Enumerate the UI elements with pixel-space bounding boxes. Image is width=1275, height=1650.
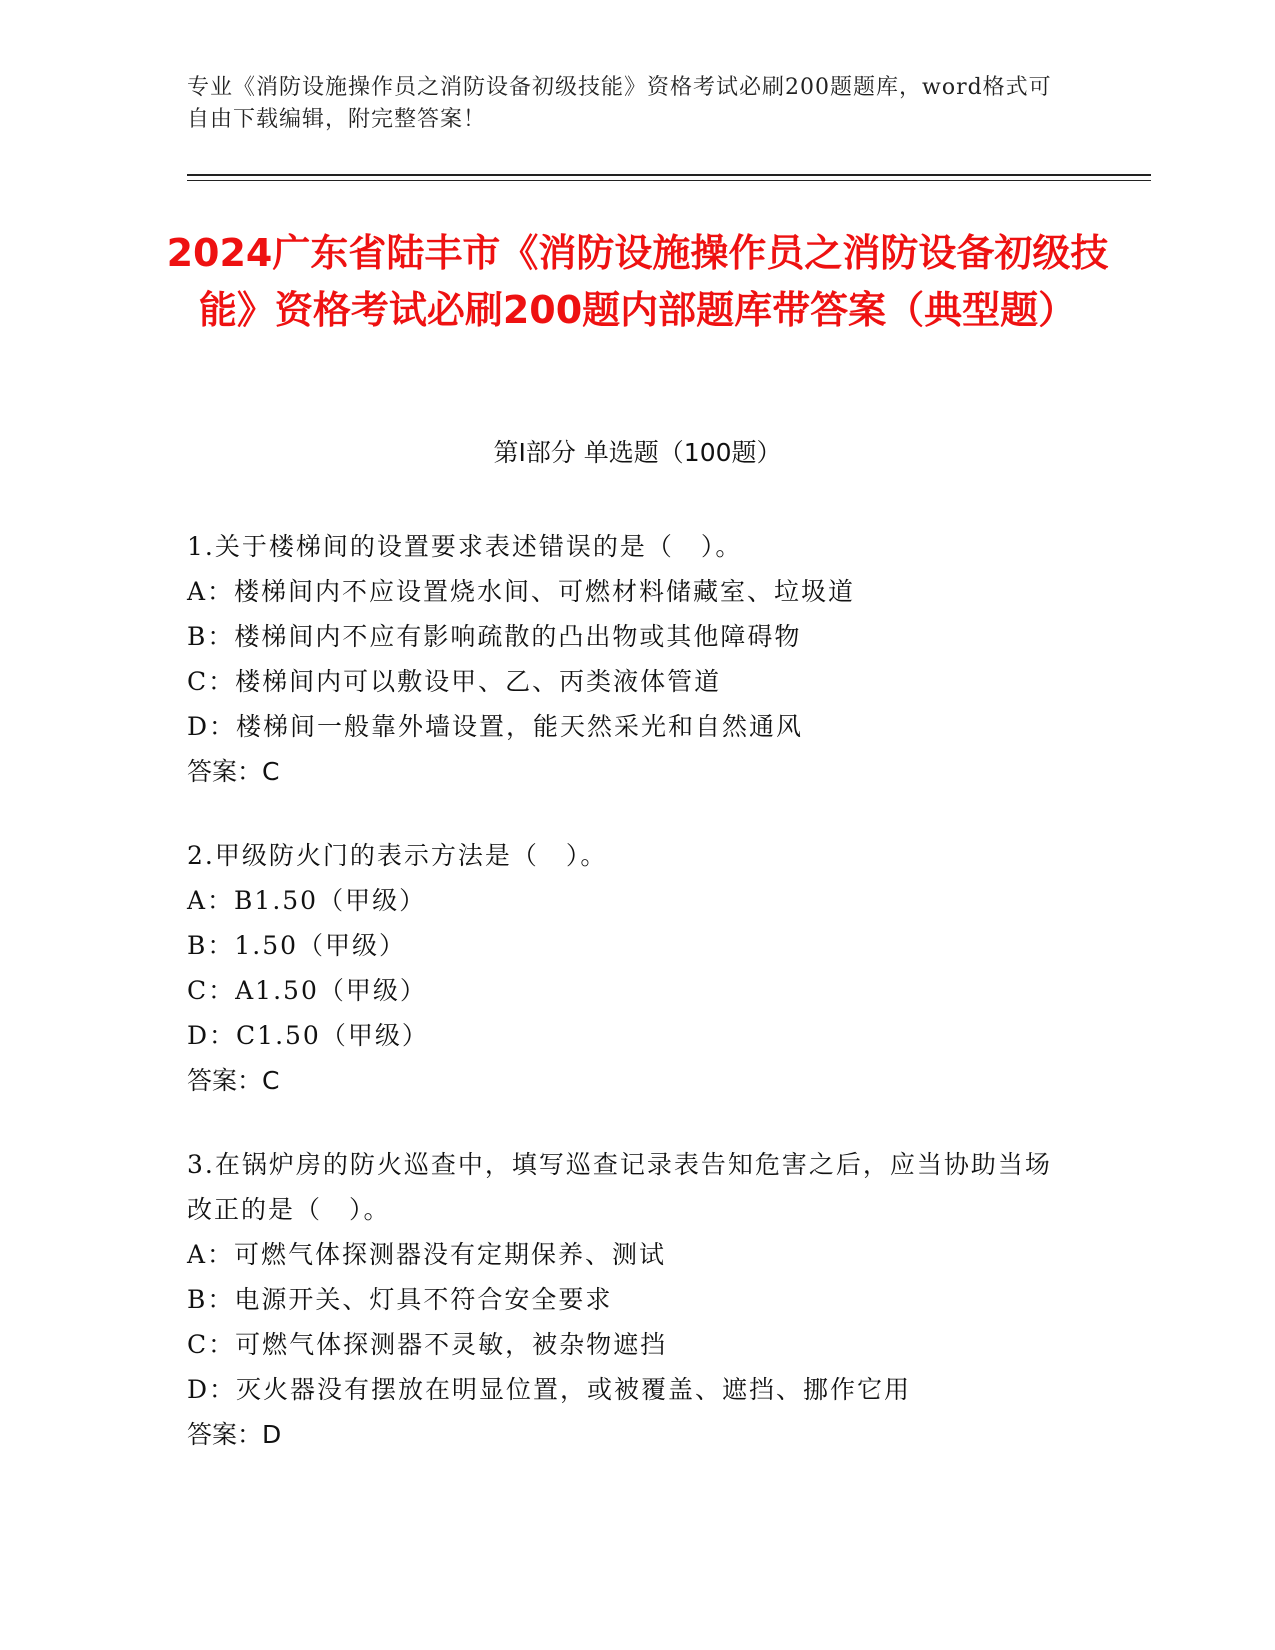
question-stem: 1.关于楼梯间的设置要求表述错误的是（ ）。 [187,532,743,561]
answer-line: 答案：C [187,1066,280,1095]
header-divider-thick [187,174,1151,176]
option-d: D：灭火器没有摆放在明显位置，或被覆盖、遮挡、挪作它用 [187,1375,912,1404]
option-a: A：B1.50（甲级） [187,886,427,915]
option-b: B：楼梯间内不应有影响疏散的凸出物或其他障碍物 [187,622,802,651]
document-title: 2024广东省陆丰市《消防设施操作员之消防设备初级技能》资格考试必刷200题内部题库带答案（典型题） [166,231,1109,332]
question-1 [187,524,1067,794]
option-c: C：可燃气体探测器不灵敏，被杂物遮挡 [187,1330,668,1359]
question-3 [187,1142,1067,1457]
answer-line: 答案：D [187,1420,282,1449]
option-c: C：A1.50（甲级） [187,976,427,1005]
option-a: A：楼梯间内不应设置烧水间、可燃材料储藏室、垃圾道 [187,577,856,606]
question-list [187,524,1067,1496]
section-heading: 第I部分 单选题（100题） [493,438,782,467]
option-d: D：C1.50（甲级） [187,1021,429,1050]
option-a: A：可燃气体探测器没有定期保养、测试 [187,1240,667,1269]
question-stem: 2.甲级防火门的表示方法是（ ）。 [187,841,608,870]
question-2 [187,833,1067,1103]
answer-line: 答案：C [187,757,280,786]
option-c: C：楼梯间内可以敷设甲、乙、丙类液体管道 [187,667,722,696]
option-d: D：楼梯间一般靠外墙设置，能天然采光和自然通风 [187,712,804,741]
question-stem: 3.在锅炉房的防火巡查中，填写巡查记录表告知危害之后，应当协助当场改正的是（ ）。 [187,1150,1052,1224]
option-b: B：电源开关、灯具不符合安全要求 [187,1285,613,1314]
option-b: B：1.50（甲级） [187,931,407,960]
header-note: 专业《消防设施操作员之消防设备初级技能》资格考试必刷200题题库，word格式可自由下载编辑，附完整答案！ [187,75,1052,132]
header-divider-thin [187,180,1151,181]
